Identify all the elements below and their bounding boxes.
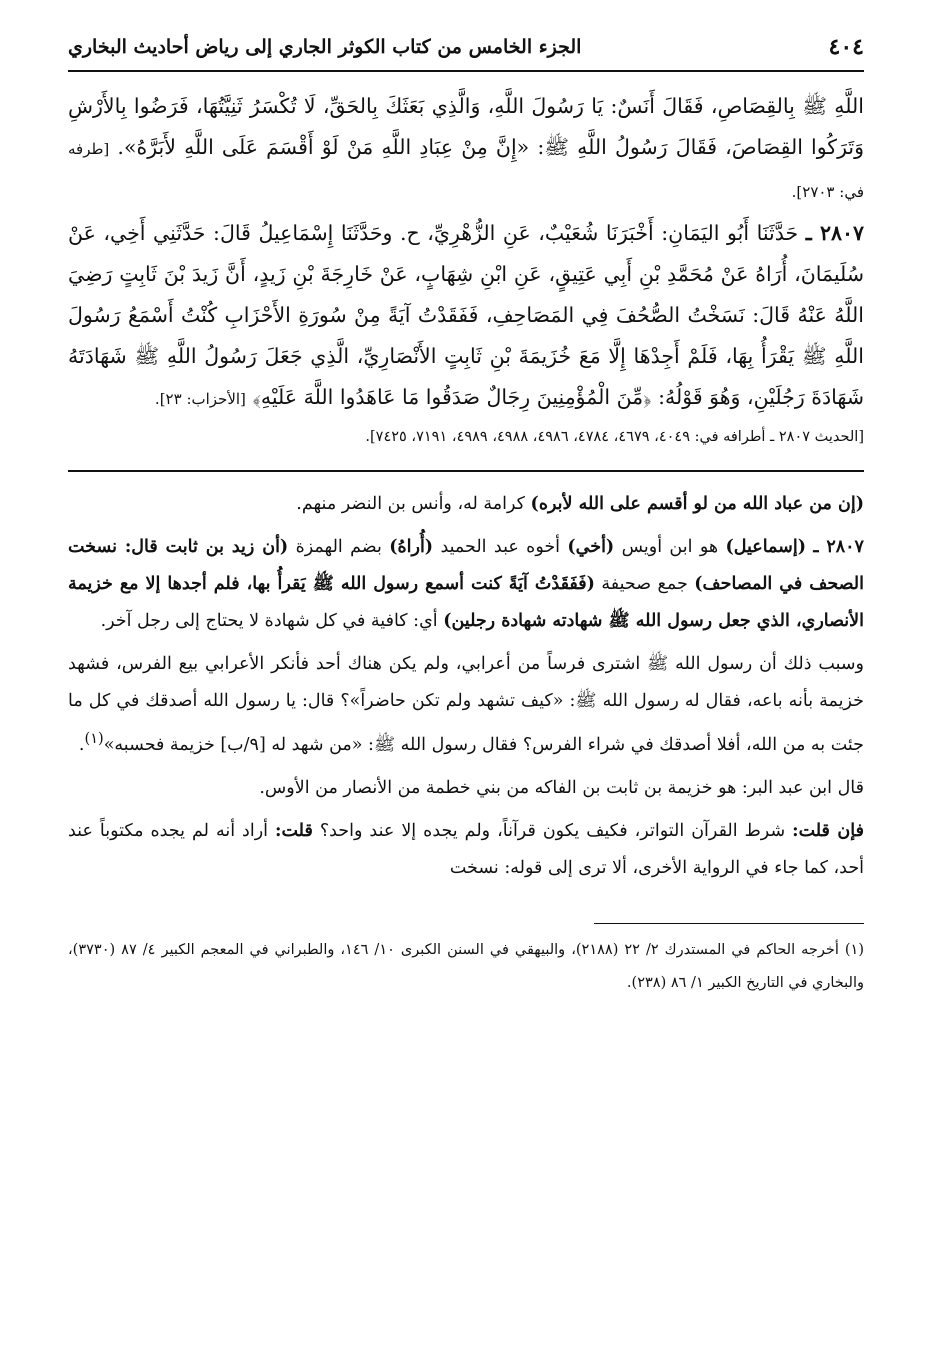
commentary-quote: (إسماعيل) [725, 537, 806, 557]
commentary-quote: (أخي) [567, 537, 615, 557]
commentary-text: أي: كافية في كل شهادة لا يحتاج إلى رجل آخر. [100, 611, 444, 631]
commentary-paragraph-3 [68, 646, 864, 764]
hadith-number: ٢٨٠٧ ـ [805, 221, 864, 245]
commentary-quote: (أن زيد بن ثابت قال: نسخت الصحف في المصاحف) [68, 537, 865, 594]
commentary-text: بضم الهمزة [288, 537, 390, 557]
commentary-hadith-number: ٢٨٠٧ ـ [813, 537, 864, 557]
page-header [68, 30, 864, 72]
commentary-quote: (فَفَقَدْتُ آيَةً كنت أسمع رسول الله ﷺ يَقرأُ بها، فلم أجدها إلا مع خزيمة الأنصاري، الذي جعل رسول الله ﷺ شهادته شهادة رجلين) [68, 574, 864, 631]
hadith-continuation-ref: [طرفه في: ٢٧٠٣]. [68, 140, 864, 201]
commentary-text: جمع صحيفة [594, 574, 695, 594]
commentary-text: أخوه عبد الحميد [433, 537, 568, 557]
hadith-continuation [68, 86, 864, 213]
commentary-quote: (إن من عباد الله من لو أقسم على الله لأبره) [530, 494, 864, 514]
commentary-quote: قلت: [275, 820, 313, 841]
commentary-section [68, 486, 864, 887]
quran-ref: [الأحزاب: ٢٣]. [154, 390, 246, 408]
footnote-divider [594, 923, 864, 924]
section-divider [68, 470, 864, 472]
commentary-paragraph-4: قال ابن عبد البر: هو خزيمة بن ثابت بن الفاكه من بني خطمة من الأنصار من الأوس. [259, 777, 864, 798]
commentary-paragraph-1 [68, 486, 864, 523]
commentary-text: هو ابن أويس [614, 537, 726, 557]
commentary-text: وسبب ذلك أن رسول الله ﷺ اشترى فرساً من أعرابي، ولم يكن هناك أحد فأنكر الأعرابي بيع الفرس، فشهد خزيمة بأنه باعه، فقال له رسول الله ﷺ: «كيف تشهد ولم تكن حاضراً»؟ قال: يا رسول الله أصدقك في كل ما جئت به من الله، أفلا أصدقك في شراء الفرس؟ فقال رسول الله ﷺ: «من شهد له [٩/ب] خزيمة فحسبه» [68, 654, 864, 755]
hadith-continuation-text: اللَّهِ ﷺ بِالقِصَاصِ، فَقَالَ أَنَسٌ: يَا رَسُولَ اللَّهِ، وَالَّذِي بَعَثَكَ بِالحَقِّ، لَا تُكْسَرُ ثَنِيَّتُهَا، فَرَضُوا بِالأَرْشِ وَتَرَكُوا القِصَاصَ، فَقَالَ رَسُولُ اللَّهِ ﷺ: «إِنَّ مِنْ عِبَادِ اللَّهِ مَنْ لَوْ أَقْسَمَ عَلَى اللَّهِ لأَبَرَّهُ». [68, 94, 864, 159]
commentary-text: شرط القرآن التواتر، فكيف يكون قرآناً، ولم يجده إلا عند واحد؟ [312, 820, 793, 841]
footnote-marker: (١) [84, 730, 104, 747]
commentary-text: . [78, 734, 85, 755]
commentary-quote: (أُراهُ) [389, 537, 434, 557]
commentary-paragraph-5 [68, 813, 864, 887]
running-title: الجزء الخامس من كتاب الكوثر الجاري إلى رياض أحاديث البخاري [68, 36, 582, 58]
commentary-paragraph-2 [68, 529, 864, 640]
footnote: (١) أخرجه الحاكم في المستدرك ٢/ ٢٢ (٢١٨٨)، والبيهقي في السنن الكبرى ١٠/ ١٤٦، والطبراني في المعجم الكبير ٤/ ٨٧ (٣٧٣٠)، والبخاري في التاريخ الكبير ١/ ٨٦ (٢٣٨). [68, 941, 864, 991]
hadith-text: حَدَّثَنَا أَبُو اليَمَانِ: أَخْبَرَنَا شُعَيْبٌ، عَنِ الزُّهْرِيِّ، ح. وحَدَّثَنَا إِسْمَاعِيلُ قَالَ: حَدَّثَنِي أَخِي، عَنْ سُلَيمَانَ، أُرَاهُ عَنْ مُحَمَّدِ بْنِ أَبِي عَتِيقٍ، عَنِ ابْنِ شِهَابٍ، عَنْ خَارِجَةَ بْنِ زَيدٍ، أَنَّ زَيدَ بْنَ ثَابِتٍ رَضِيَ اللَّهُ عَنْهُ قَالَ: نَسَخْتُ الصُّحُفَ فِي المَصَاحِفِ، فَفَقَدْتُ آيَةً مِنْ سُورَةِ الأَحْزَابِ كُنْتُ أَسْمَعُ رَسُولَ اللَّهِ ﷺ يَقْرَأُ بِهَا، فَلَمْ أَجِدْهَا إِلَّا مَعَ خُزَيمَةَ بْنِ ثَابِتٍ الأَنْصَارِيِّ، الَّذِي جَعَلَ رَسُولُ اللَّهِ ﷺ شَهَادَتَهُ شَهَادَةَ رَجُلَيْنِ، وَهُوَ قَوْلُهُ: ﴿مِّنَ الْمُؤْمِنِينَ رِجَالٌ صَدَقُوا مَا عَاهَدُوا اللَّهَ عَلَيْهِ﴾ [68, 221, 864, 409]
commentary-quote: فإن قلت: [792, 820, 864, 841]
commentary-text: أراد أنه لم يجده مكتوباً عند أحد، كما جاء في الرواية الأخرى، ألا ترى إلى قوله: نسخت [68, 820, 864, 878]
hadith-2807 [68, 213, 864, 420]
commentary-text: كرامة له، وأنس بن النضر منهم. [296, 494, 531, 514]
hadith-cross-references: [الحديث ٢٨٠٧ ـ أطرافه في: ٤٠٤٩، ٤٦٧٩، ٤٧٨٤، ٤٩٨٦، ٤٩٨٨، ٤٩٨٩، ٧١٩١، ٧٤٢٥]. [365, 429, 864, 445]
hadith-section [68, 86, 864, 450]
book-page [68, 30, 864, 1000]
page-number: ٤٠٤ [828, 34, 864, 60]
